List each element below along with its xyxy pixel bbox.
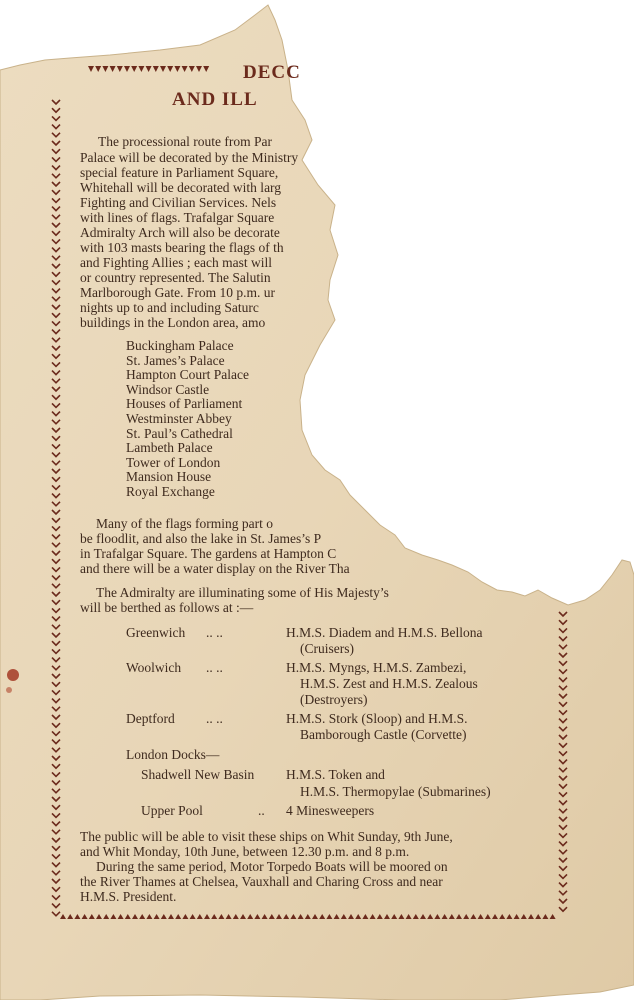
building-item: Tower of London	[126, 454, 221, 470]
flags-line: in Trafalgar Square. The gardens at Hampton C	[80, 546, 337, 561]
admiralty-line: The Admiralty are illuminating some of His Majesty’s	[96, 585, 389, 600]
ship-place: Greenwich	[126, 625, 186, 640]
upper-pool-dots: ..	[258, 803, 265, 818]
intro-line: Marlborough Gate. From 10 p.m. ur	[80, 285, 275, 300]
ship-leader-dots: .. ..	[206, 711, 223, 726]
building-item: Westminster Abbey	[126, 411, 232, 426]
building-item: Lambeth Palace	[126, 440, 213, 456]
london-docks-label: London Docks—	[126, 747, 220, 762]
intro-line: with 103 masts bearing the flags of th	[80, 240, 284, 255]
shadwell-ships-line-1: H.M.S. Token and	[286, 767, 385, 782]
building-item: St. Paul’s Cathedral	[126, 425, 233, 441]
ship-names-line: H.M.S. Stork (Sloop) and H.M.S.	[286, 711, 468, 726]
building-item: Hampton Court Palace	[126, 367, 249, 383]
building-item: St. James’s Palace	[126, 352, 225, 368]
intro-line: buildings in the London area, amo	[80, 315, 266, 330]
building-item: Houses of Parliament	[126, 396, 243, 412]
ship-leader-dots: .. ..	[206, 625, 223, 640]
intro-line: Admiralty Arch will also be decorate	[80, 225, 280, 240]
closing-line: During the same period, Motor Torpedo Boats will be moored on	[96, 859, 448, 874]
upper-pool-ships: 4 Minesweepers	[286, 803, 375, 818]
flags-line: Many of the flags forming part o	[96, 516, 273, 531]
upper-pool-place: Upper Pool	[141, 803, 203, 818]
intro-line: Whitehall will be decorated with larg	[80, 180, 282, 195]
ship-names-line: H.M.S. Diadem and H.M.S. Bellona	[286, 625, 483, 640]
intro-line: The processional route from Par	[98, 134, 272, 149]
intro-line: or country represented. The Salutin	[80, 270, 271, 285]
ship-names-line: H.M.S. Myngs, H.M.S. Zambezi,	[286, 660, 467, 675]
closing-line: and Whit Monday, 10th June, between 12.30 p.m. and 8 p.m.	[80, 844, 410, 859]
building-item: Windsor Castle	[126, 381, 210, 397]
intro-line: special feature in Parliament Square,	[80, 165, 279, 180]
ship-names-line: Bamborough Castle (Corvette)	[300, 727, 467, 742]
closing-line: the River Thames at Chelsea, Vauxhall and Charing Cross and near	[80, 874, 443, 889]
building-item: Buckingham Palace	[126, 338, 234, 353]
title-line-2: AND ILL	[172, 89, 258, 110]
closing-line: H.M.S. President.	[80, 889, 177, 904]
building-item: Royal Exchange	[126, 484, 215, 499]
admiralty-line: will be berthed as follows at :—	[80, 600, 254, 615]
intro-line: Palace will be decorated by the Ministry	[80, 150, 299, 165]
intro-line: and Fighting Allies ; each mast will	[80, 255, 272, 270]
intro-line: nights up to and including Saturc	[80, 300, 259, 315]
ship-place: Deptford	[126, 711, 175, 726]
flags-line: be floodlit, and also the lake in St. James’s P	[80, 531, 322, 546]
ship-leader-dots: .. ..	[206, 660, 223, 675]
intro-line: with lines of flags. Trafalgar Square	[80, 210, 275, 225]
intro-line: Fighting and Civilian Services. Nels	[80, 195, 277, 210]
ship-names-line: (Cruisers)	[300, 641, 354, 656]
flags-line: and there will be a water display on the River Tha	[80, 561, 350, 576]
building-item: Mansion House	[126, 469, 212, 485]
closing-line: The public will be able to visit these ships on Whit Sunday, 9th June,	[80, 829, 453, 844]
ship-names-line: (Destroyers)	[300, 692, 368, 707]
ship-place: Woolwich	[126, 660, 182, 675]
title-line-1: DECC	[243, 62, 301, 83]
shadwell-ships-line-2: H.M.S. Thermopylae (Submarines)	[300, 784, 491, 799]
ship-names-line: H.M.S. Zest and H.M.S. Zealous	[300, 676, 478, 691]
shadwell-place: Shadwell New Basin	[141, 767, 255, 782]
